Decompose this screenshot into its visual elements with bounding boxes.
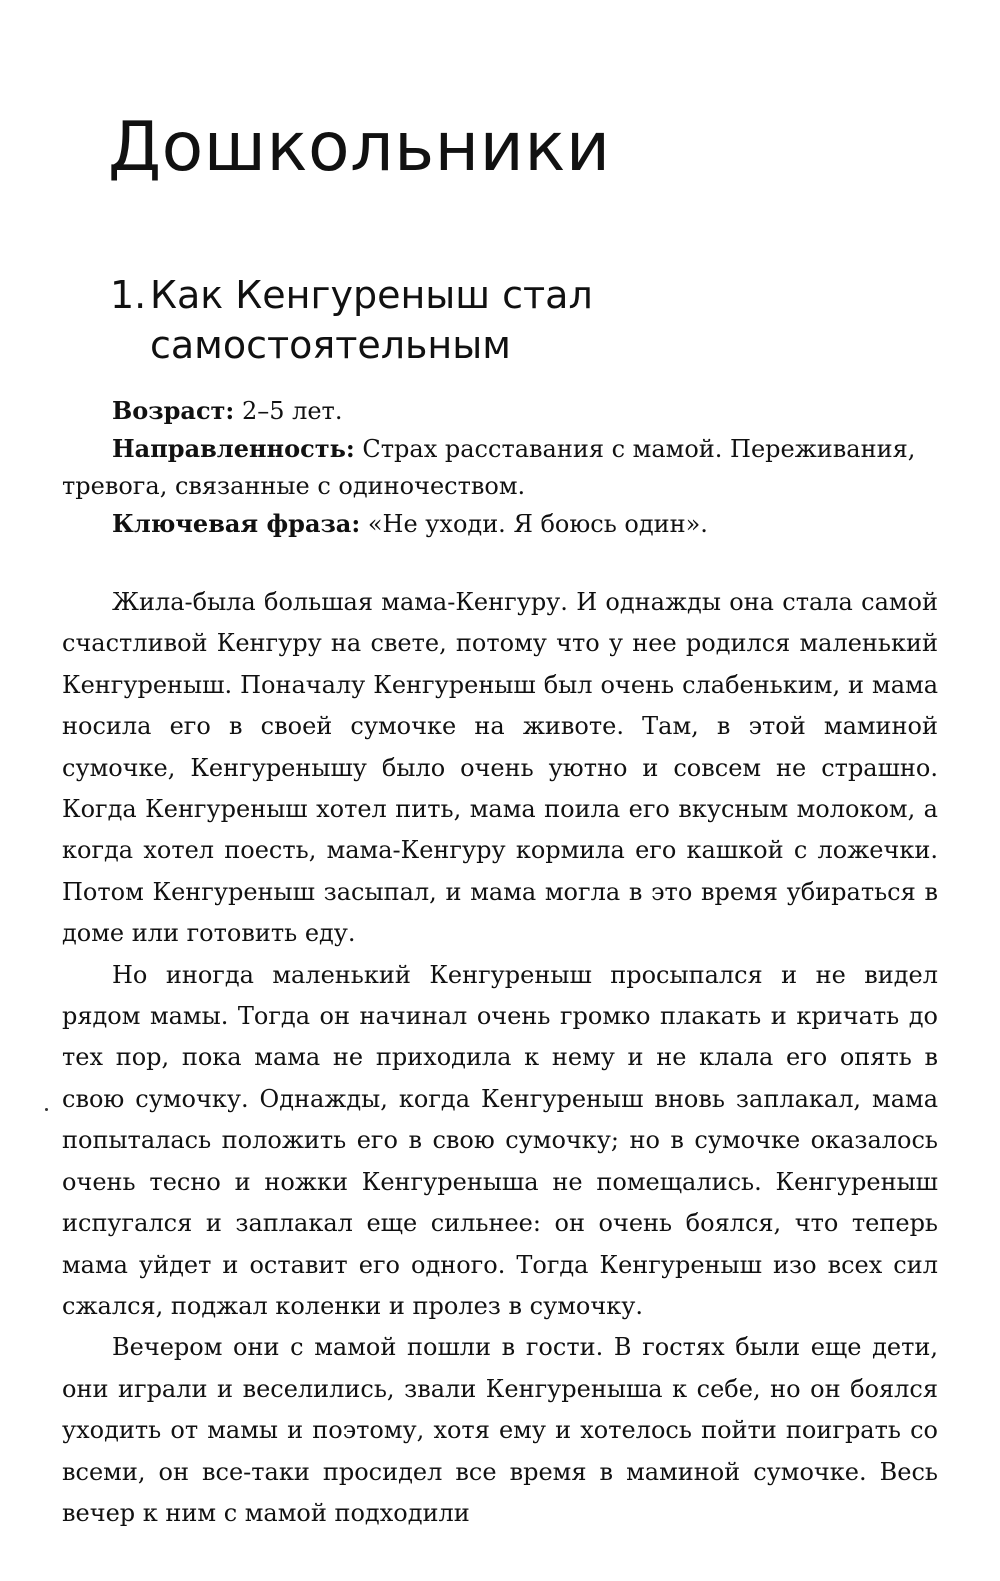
focus-label: Направленность: [112,434,355,463]
section-title: Дошкольники [108,108,611,187]
story-title-line2: самостоятельным [150,323,511,367]
key-label: Ключевая фраза: [112,509,361,538]
paragraph: Жила-была большая мама-Кенгуру. И однажды она стала самой счастливой Кенгуру на свете, потому что у нее родился маленький Кенгуреныш. Поначалу Кенгуреныш был очень слабеньким, и мама носила его в своей сумочке на животе. Там, в этой маминой сумочке, Кенгуренышу было очень уютно и совсем не страшно. Когда Кенгуреныш хотел пить, мама поила его вкусным молоком, а когда хотел поесть, мама-Кенгуру кормила его кашкой с ложечки. Потом Кенгуреныш засыпал, и мама могла в это время убираться в доме или готовить еду. [62,588,938,948]
margin-mark [45,1108,48,1111]
age-label: Возраст: [112,396,235,425]
meta-age [62,392,940,430]
meta-focus [62,430,940,505]
meta-key-phrase [62,505,940,543]
paragraph: Вечером они с мамой пошли в гости. В гостях были еще дети, они играли и веселились, звали Кенгуреныша к себе, но он боялся уходить от мамы и поэтому, хотя ему и хотелось пойти поиграть со всеми, он все-таки просидел все время в маминой сумочке. Весь вечер к ним с мамой подходили [62,1333,938,1527]
story-title-line1: Как Кенгуреныш стал [150,273,593,317]
key-value: «Не уходи. Я боюсь один». [367,510,708,538]
story-body [62,582,938,1534]
story-number: 1. [110,273,147,317]
age-value: 2–5 лет. [241,397,343,425]
focus-value: Страх расставания с мамой. Переживания, тревога, связанные с одиночеством. [62,435,916,500]
paragraph: Но иногда маленький Кенгуреныш просыпался и не видел рядом мамы. Тогда он начинал очень громко плакать и кричать до тех пор, пока мама не приходила к нему и не клала его опять в свою сумочку. Однажды, когда Кенгуреныш вновь заплакал, мама попыталась положить его в свою сумочку; но в сумочке оказалось очень тесно и ножки Кенгуреныша не помещались. Кенгуреныш испугался и заплакал еще сильнее: он очень боялся, что теперь мама уйдет и оставит его одного. Тогда Кенгуреныш изо всех сил сжался, поджал коленки и пролез в сумочку. [62,960,938,1320]
story-title [110,270,593,370]
story-meta [62,392,940,543]
